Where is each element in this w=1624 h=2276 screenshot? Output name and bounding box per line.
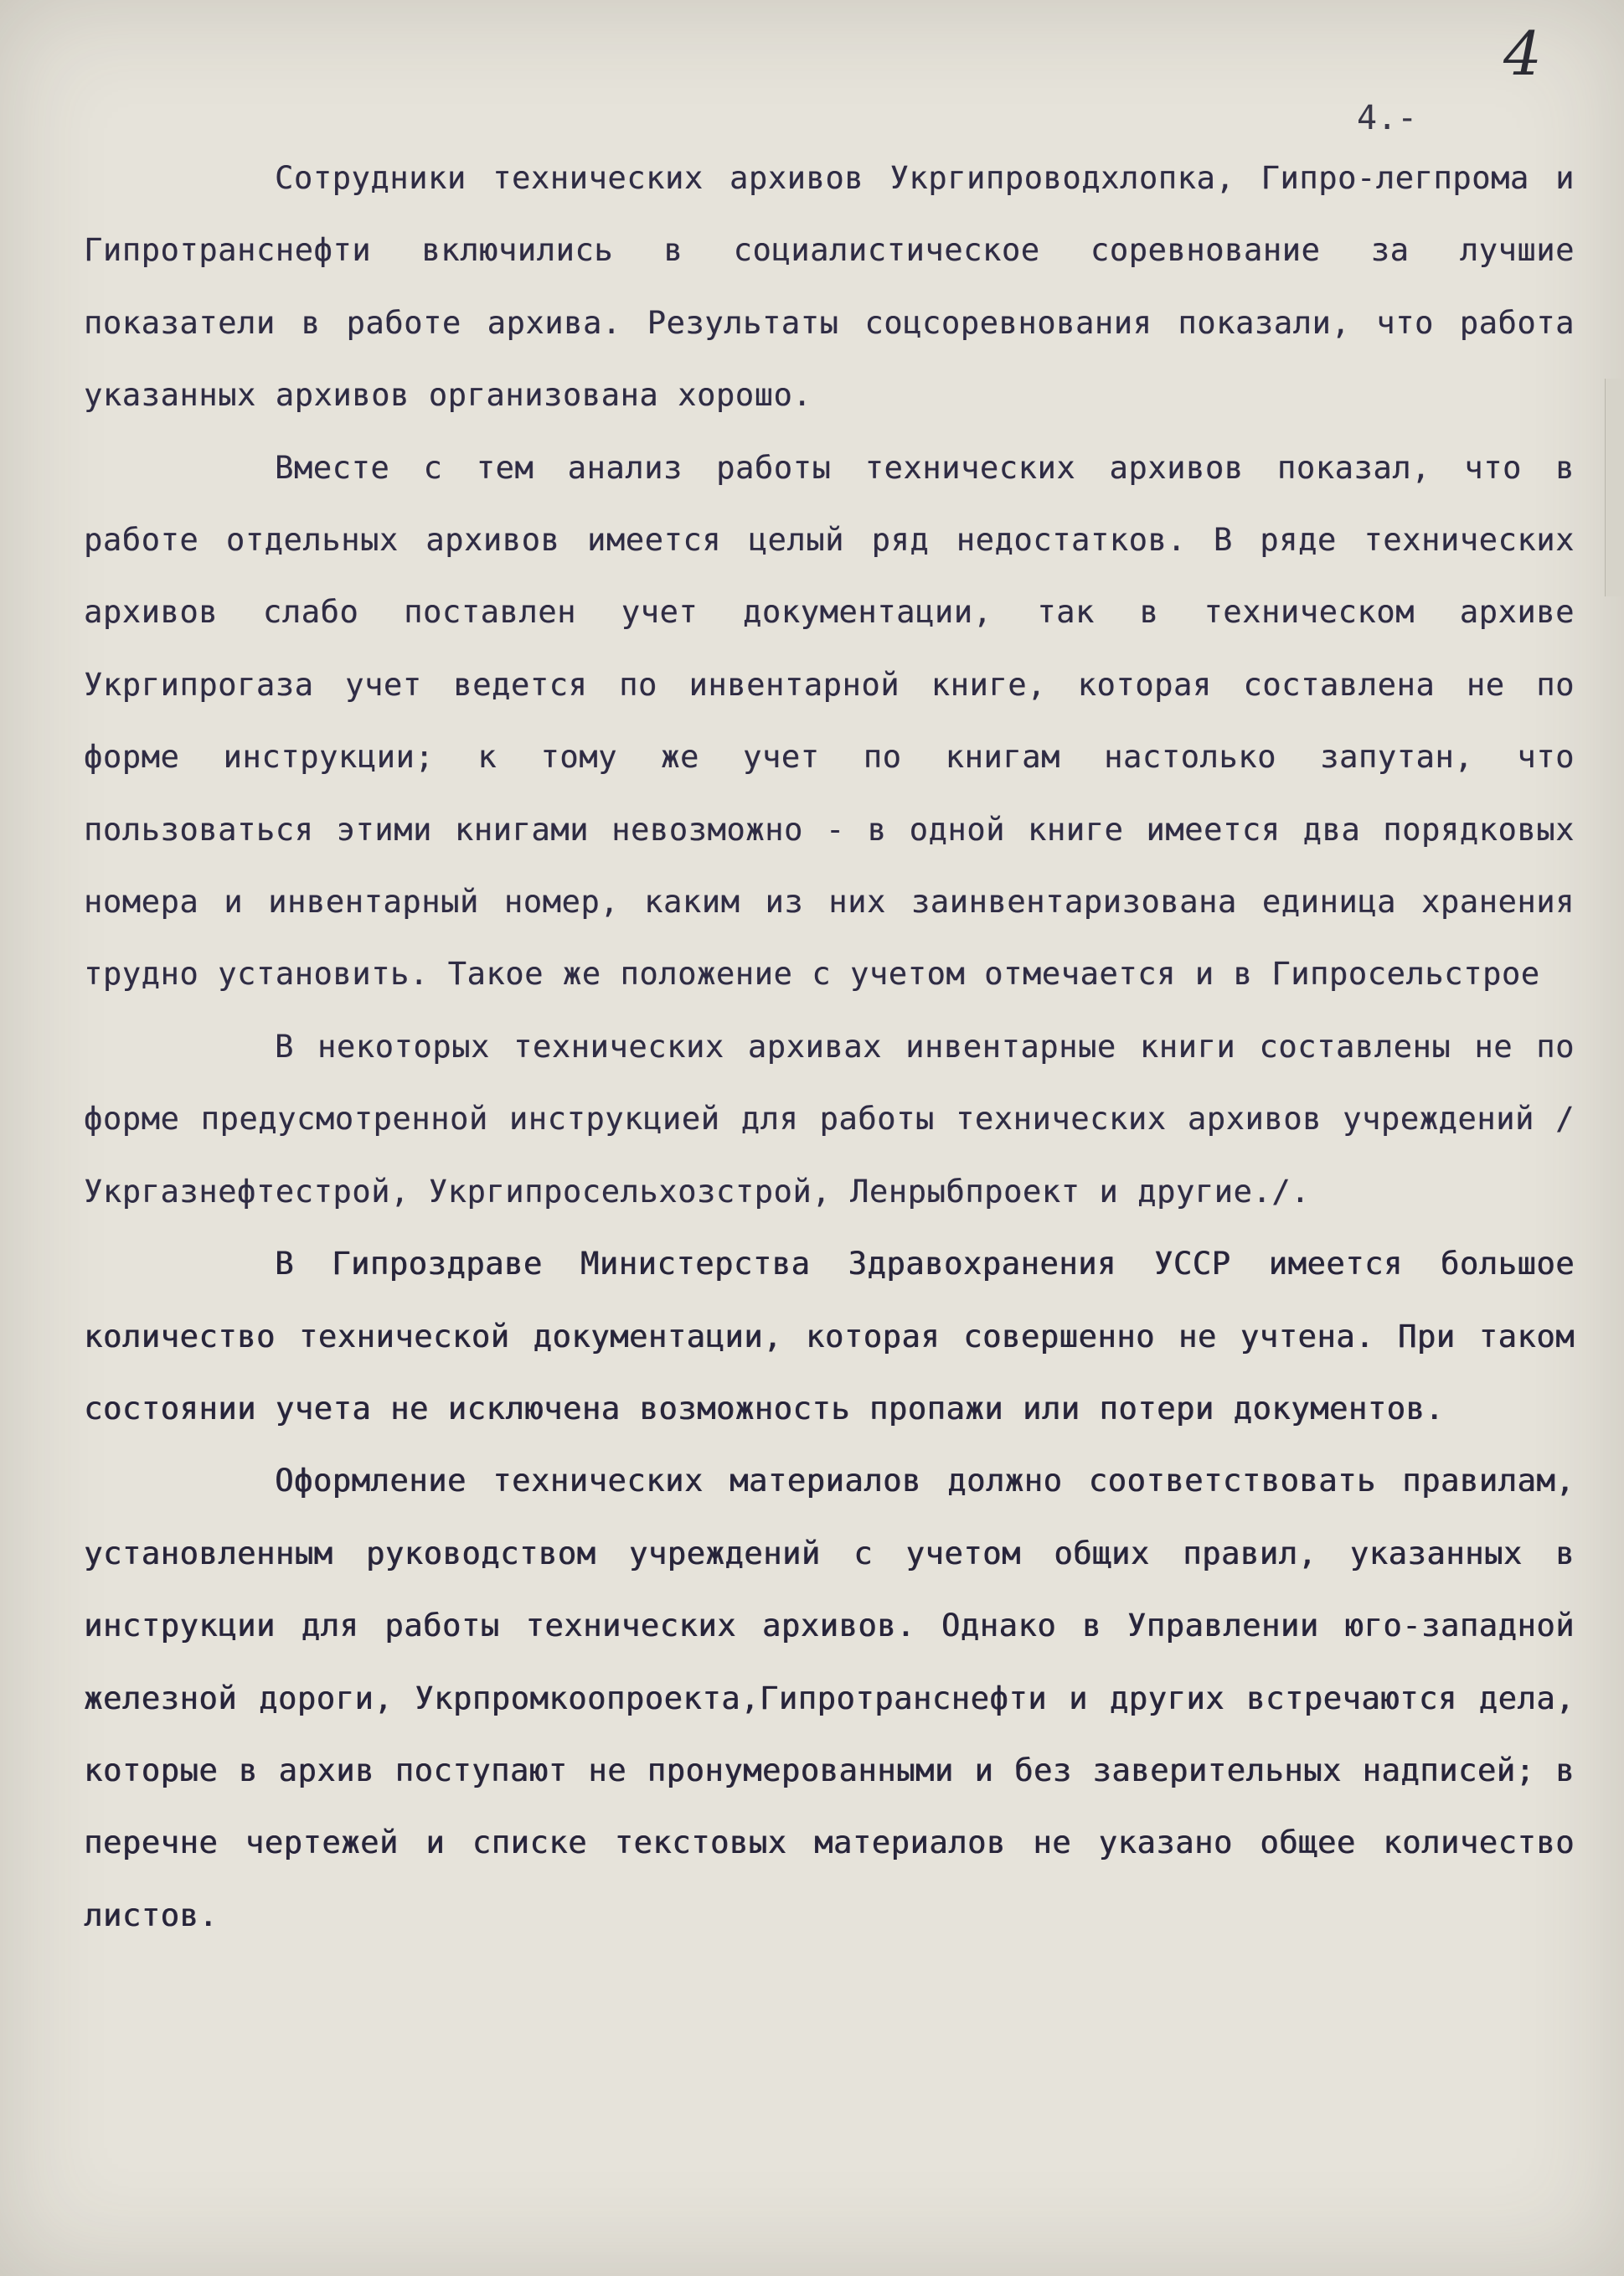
- paragraph-2: Вместе с тем анализ работы технических архивов показал, что в работе отдельных архивов имеется целый ряд недостатков. В ряде технических архивов слабо поставлен учет документации, так в техническом архиве Укргипрогаза учет ведется по инвентарной книге, которая составлена не по форме инструкции; к тому же учет по книгам настолько запутан, что пользоваться этими книгами невозможно - в одной книге имеется два порядковых номера и инвентарный номер, каким из них заинвентаризована единица хранения трудно установить. Такое же положение с учетом отмечается и в Гипросельстрое: [84, 449, 1575, 993]
- page-edge-tab: [1605, 379, 1624, 596]
- paragraph-3: В некоторых технических архивах инвентарные книги составлены не по форме предусмотренной инструкцией для работы технических архивов учреждений /Укргазнефтестрой, Укргипросельхозстрой, Ленрыбпроект и другие./.: [84, 1028, 1575, 1210]
- paragraph-1: Сотрудники технических архивов Укргипроводхлопка, Гипро-легпрома и Гипротранснефти включились в социалистическое соревнование за лучшие показатели в работе архива. Результаты соцсоревнования показали, что работа указанных архивов организована хорошо.: [84, 160, 1575, 414]
- handwritten-page-mark: 4: [1503, 18, 1542, 89]
- body-text: [84, 142, 1575, 1952]
- paragraph-4: В Гипроздраве Министерства Здравохранения УССР имеется большое количество технической документации, которая совершенно не учтена. При таком состоянии учета не исключена возможность пропажи или потери документов.: [84, 1246, 1575, 1427]
- paragraph-5: Оформление технических материалов должно соответствовать правилам, установленным руководством учреждений с учетом общих правил, указанных в инструкции для работы технических архивов. Однако в Управлении юго-западной железной дороги, Укрпромкоопроекта,Гипротранснефти и других встречаются дела, которые в архив поступают не пронумерованными и без заверительных надписей; в перечне чертежей и списке текстовых материалов не указано общее количество листов.: [84, 1463, 1575, 1933]
- page-number: 4.-: [1357, 99, 1418, 137]
